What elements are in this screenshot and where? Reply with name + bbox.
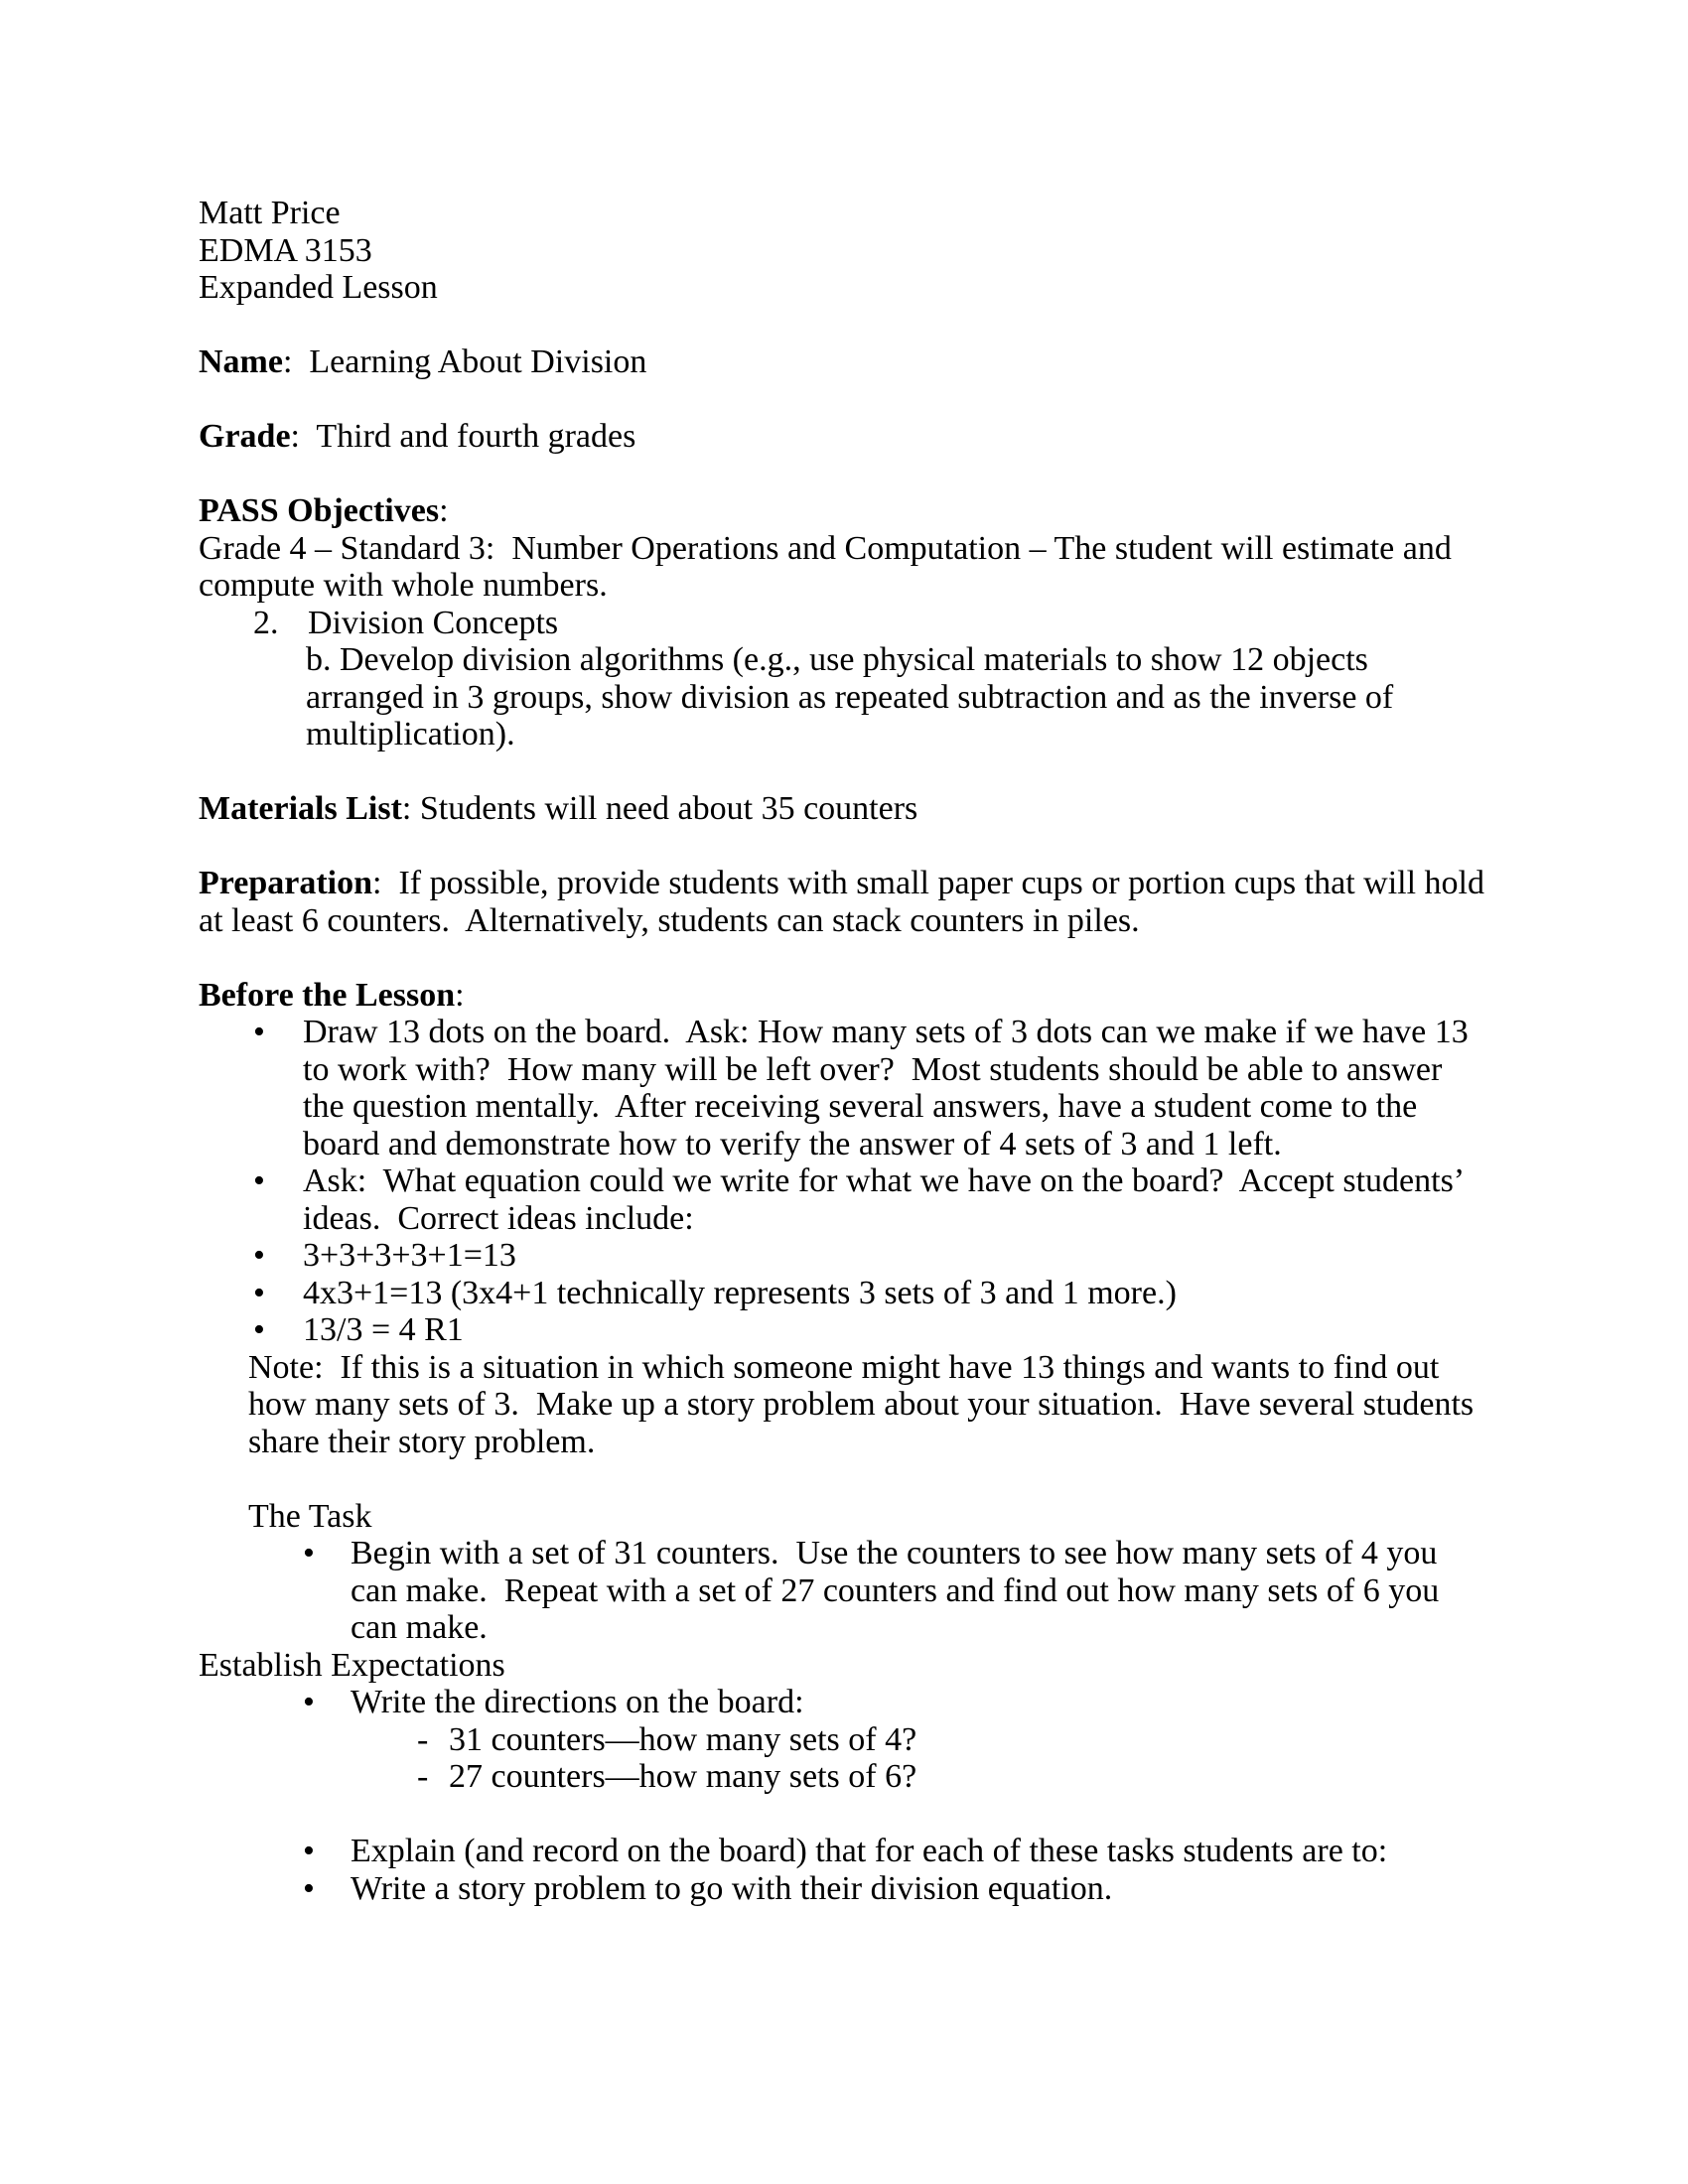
blank-line (199, 456, 1491, 493)
materials-value: : Students will need about 35 counters (401, 790, 918, 827)
section-pass-objectives (199, 492, 1491, 753)
list-item-text: Ask: What equation could we write for what we have on the board? Accept students’ ideas. Correct ideas include: (303, 1162, 1472, 1237)
sub-item: b. Develop division algorithms (e.g., use physical materials to show 12 objects arranged in 3 groups, show division as repeated subtraction and as the inverse of multiplication). (306, 641, 1402, 752)
list-item-text: Write the directions on the board: (351, 1684, 804, 1720)
name-field (199, 343, 1491, 381)
header-line-course: EDMA 3153 (199, 231, 372, 269)
header-block (199, 195, 1491, 307)
section-label: Before the Lesson (199, 976, 456, 1014)
list-item-text: 4x3+1=13 (3x4+1 technically represents 3 sets of 3 and 1 more.) (303, 1274, 1177, 1311)
name-field-value: : Learning About Division (282, 343, 647, 380)
bullet-marker: • (253, 1162, 265, 1199)
blank-line (199, 753, 1491, 791)
bullet-marker: • (253, 1311, 265, 1348)
list-item-text: Write a story problem to go with their division equation. (351, 1869, 1113, 1907)
bullet-marker: • (303, 1684, 315, 1720)
section-before-lesson (199, 977, 1491, 1461)
list-item (199, 1014, 1491, 1162)
list-item (199, 1162, 1491, 1237)
task-heading: The Task (248, 1497, 372, 1535)
list-item-text: Explain (and record on the board) that for each of these tasks students are to: (351, 1833, 1388, 1869)
list-item (199, 1684, 1491, 1721)
list-item (199, 1237, 1491, 1275)
blank-line (199, 828, 1491, 866)
bullet-marker: • (253, 1014, 265, 1050)
blank-line (199, 1460, 1491, 1498)
list-item-text: 13/3 = 4 R1 (303, 1311, 464, 1348)
dash-marker: - (417, 1720, 429, 1758)
note-paragraph: Note: If this is a situation in which someone might have 13 things and wants to find out how many sets of 3. Make up a story problem about your situation. Have several students share their story problem. (248, 1348, 1482, 1460)
blank-line (199, 939, 1491, 977)
list-item-text: 3+3+3+3+1=13 (303, 1237, 516, 1274)
expectations-list (199, 1684, 1491, 1796)
preparation-value: : If possible, provide students with small paper cups or portion cups that will hold at least 6 counters. Alternatively, students can stack counters in piles. (199, 865, 1493, 939)
grade-field (199, 418, 1491, 456)
list-item (199, 1870, 1491, 1908)
header-line-author: Matt Price (199, 195, 341, 231)
grade-field-value: : Third and fourth grades (290, 418, 636, 455)
numbered-item-text: Division Concepts (308, 604, 559, 641)
list-item (199, 1311, 1491, 1349)
list-item-dash (199, 1721, 1491, 1759)
section-materials (199, 790, 1491, 828)
pass-objectives-heading (199, 492, 1491, 530)
section-label-colon: : (455, 976, 465, 1014)
expectations-list-2 (199, 1833, 1491, 1907)
expectations-heading: Establish Expectations (199, 1646, 505, 1684)
list-item-dash (199, 1758, 1491, 1796)
section-label: PASS Objectives (199, 492, 440, 529)
section-label: Materials List (199, 790, 402, 827)
name-field-label: Name (199, 343, 283, 380)
number-marker: 2. (253, 604, 279, 641)
bullet-marker: • (253, 1237, 265, 1274)
dash-marker: - (417, 1758, 429, 1795)
task-list (199, 1535, 1491, 1647)
before-lesson-list (199, 1014, 1491, 1349)
header-line-type: Expanded Lesson (199, 269, 438, 306)
list-item-text: Draw 13 dots on the board. Ask: How many sets of 3 dots can we make if we have 13 to work with? How many will be left over? Most students should be able to answer the question mentally. After receiving several answers, have a student come to the board and demonstrate how to verify the answer of 4 sets of 3 and 1 left. (303, 1014, 1477, 1162)
list-item-text: Begin with a set of 31 counters. Use the counters to see how many sets of 4 you can make. Repeat with a set of 27 counters and find out how many sets of 6 you can make. (351, 1535, 1448, 1646)
list-item (199, 1535, 1491, 1647)
bullet-marker: • (253, 1274, 265, 1311)
document-content (199, 195, 1491, 1907)
list-item-text: 27 counters—how many sets of 6? (449, 1758, 917, 1795)
list-item (199, 1275, 1491, 1312)
section-task (199, 1498, 1491, 1647)
bullet-marker: • (303, 1869, 315, 1907)
blank-line (199, 381, 1491, 419)
section-label-colon: : (439, 492, 449, 529)
grade-field-label: Grade (199, 418, 291, 455)
bullet-marker: • (303, 1535, 315, 1571)
pass-objectives-body: Grade 4 – Standard 3: Number Operations and Computation – The student will estimate and compute with whole numbers. (199, 529, 1461, 604)
numbered-item (199, 605, 1491, 642)
bullet-marker: • (303, 1833, 315, 1869)
blank-line (199, 1796, 1491, 1834)
section-expectations (199, 1647, 1491, 1908)
section-label: Preparation (199, 865, 373, 901)
list-item-text: 31 counters—how many sets of 4? (449, 1720, 917, 1758)
blank-line (199, 307, 1491, 344)
list-item (199, 1833, 1491, 1870)
before-lesson-heading (199, 977, 1491, 1015)
section-preparation (199, 865, 1491, 939)
